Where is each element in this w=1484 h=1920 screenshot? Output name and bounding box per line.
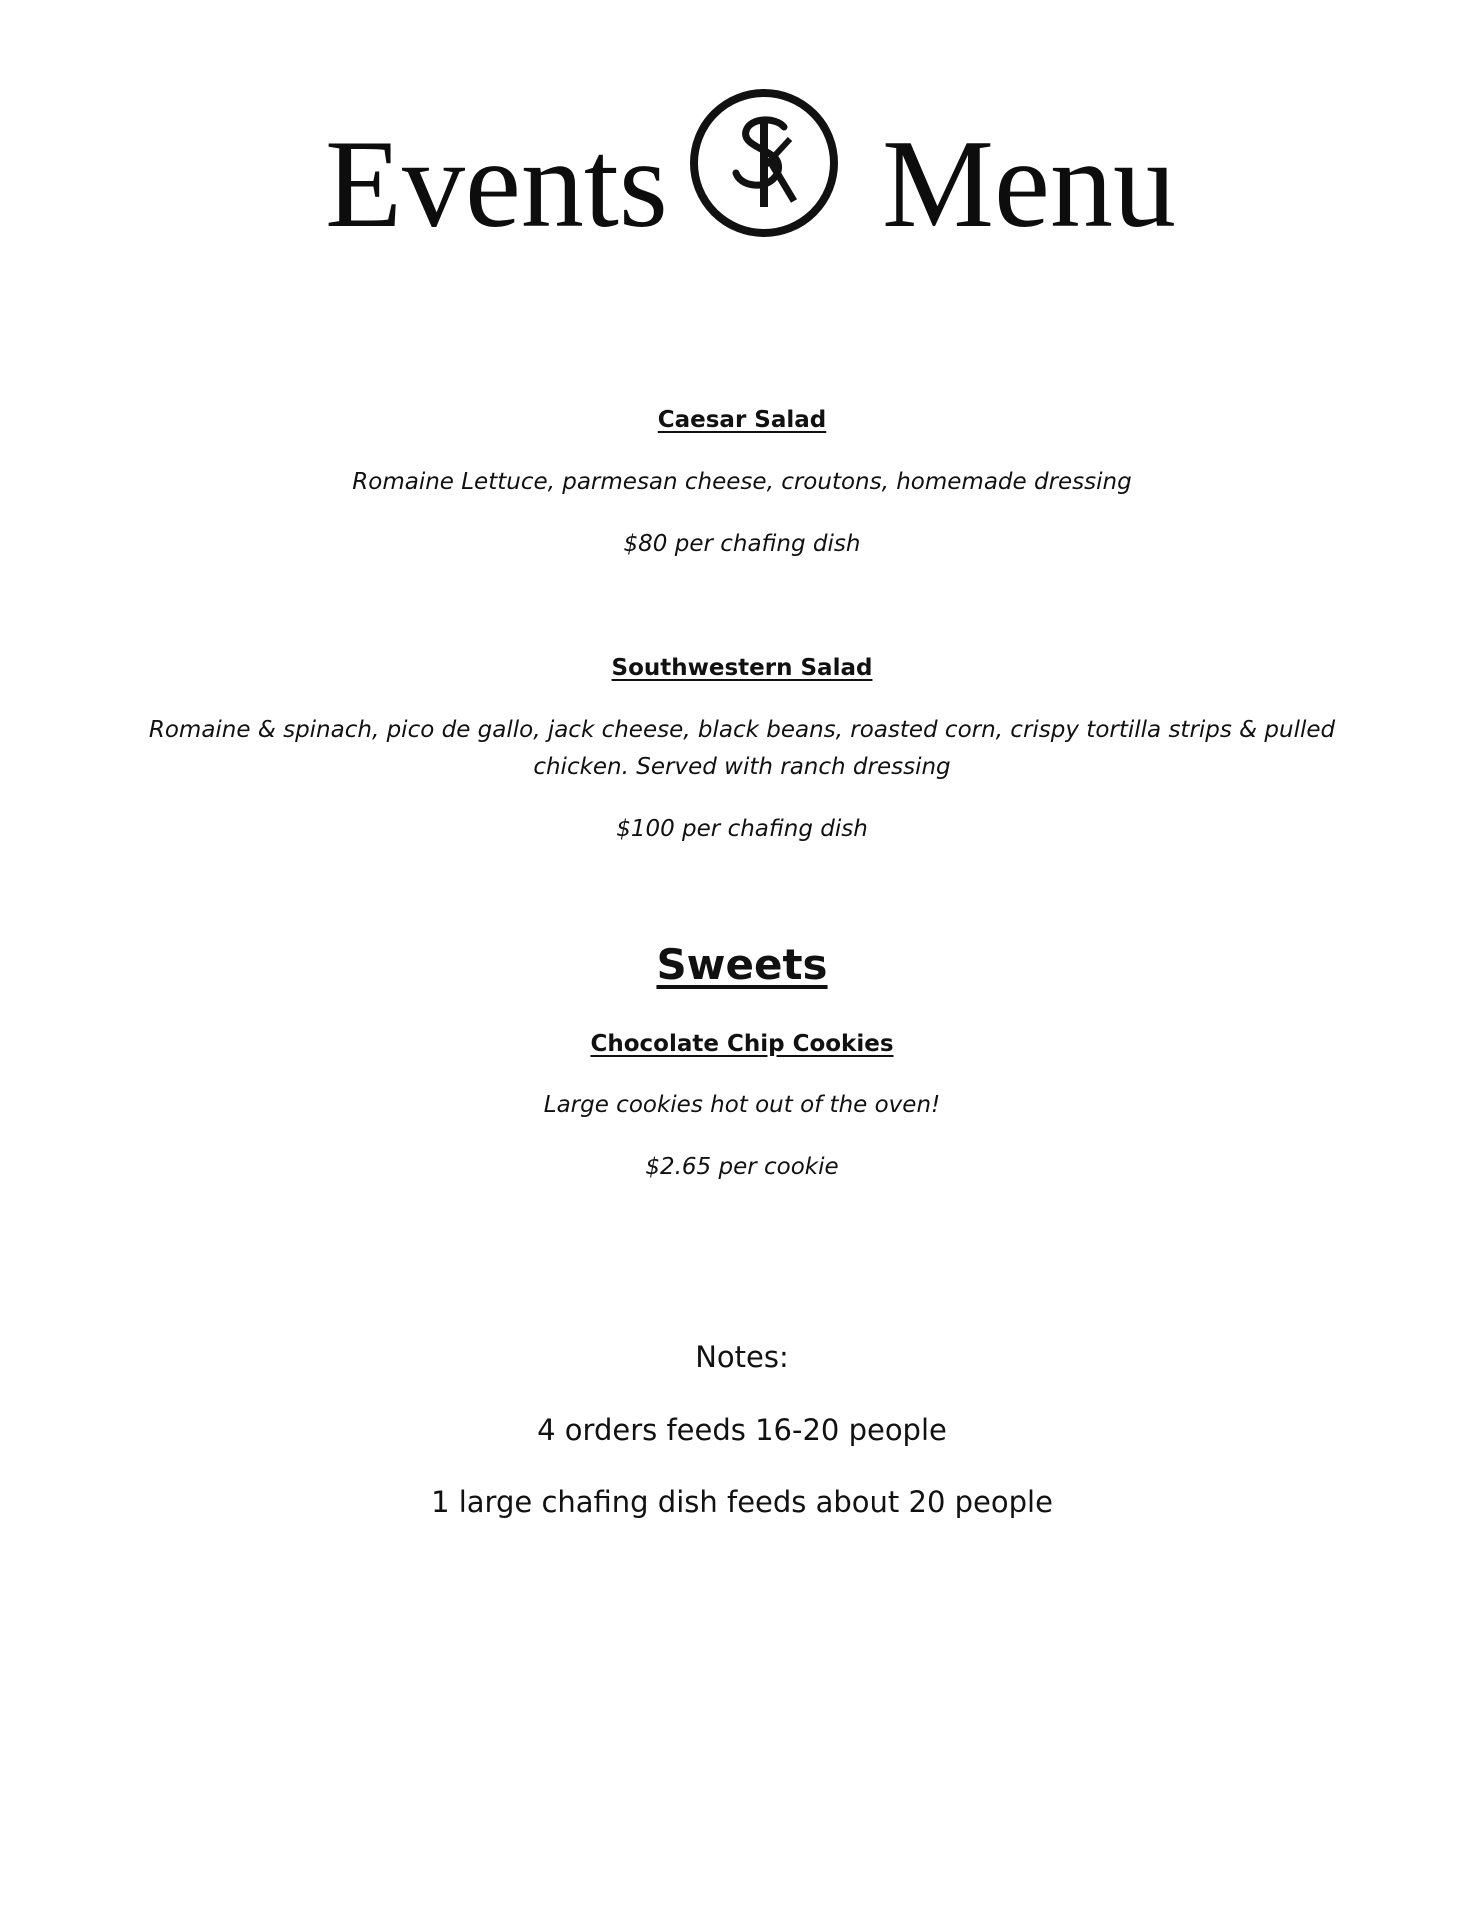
item-description-southwestern-salad-line2: chicken. Served with ranch dressing (533, 754, 951, 780)
item-description-chocolate-chip-cookies: Large cookies hot out of the oven! (543, 1092, 941, 1118)
menu-header (0, 75, 1484, 255)
title-events: Events (325, 115, 668, 254)
item-price-caesar-salad: $80 per chafing dish (623, 531, 861, 557)
item-description-caesar-salad: Romaine Lettuce, parmesan cheese, croutons, homemade dressing (352, 469, 1132, 495)
item-price-southwestern-salad: $100 per chafing dish (616, 816, 868, 842)
item-price-chocolate-chip-cookies: $2.65 per cookie (645, 1154, 839, 1180)
notes-label: Notes: (695, 1340, 789, 1374)
section-heading-sweets: Sweets (656, 940, 828, 989)
item-name-chocolate-chip-cookies: Chocolate Chip Cookies (590, 1031, 894, 1057)
sk-monogram-logo-icon (688, 87, 840, 239)
title-menu: Menu (882, 115, 1176, 254)
notes-line-orders: 4 orders feeds 16-20 people (537, 1413, 947, 1447)
item-name-southwestern-salad: Southwestern Salad (611, 655, 873, 681)
item-description-southwestern-salad-line1: Romaine & spinach, pico de gallo, jack cheese, black beans, roasted corn, crispy tortilla strips & pulled (148, 717, 1336, 743)
notes-line-chafing-dish: 1 large chafing dish feeds about 20 people (431, 1485, 1053, 1519)
item-name-caesar-salad: Caesar Salad (657, 407, 827, 433)
